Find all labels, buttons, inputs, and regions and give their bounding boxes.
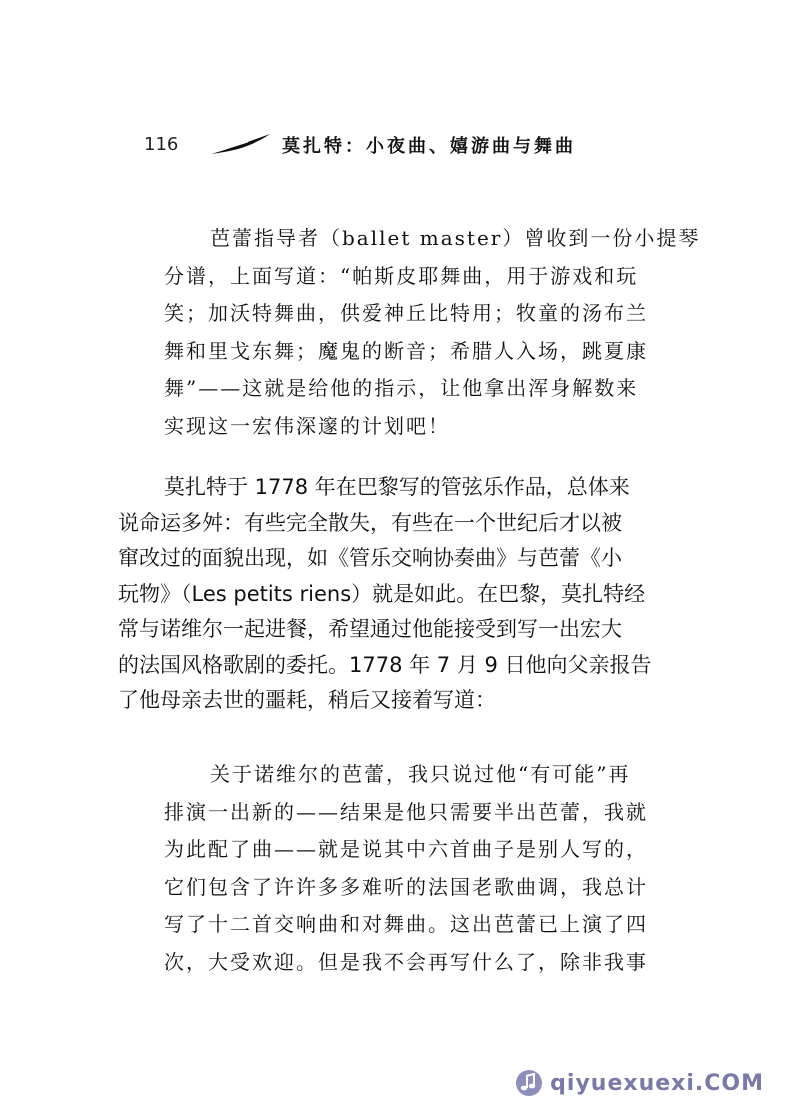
watermark-text: qiyuexuexi.COM [550,1070,764,1096]
running-title: 莫扎特：小夜曲、嬉游曲与舞曲 [282,136,576,157]
quote-line: 排演一出新的——结果是他只需要半出芭蕾，我就 [164,799,648,824]
quote-line: 次，大受欢迎。但是我不会再写什么了，除非我事 [164,949,648,974]
quote-line: 芭蕾指导者（ballet master）曾收到一份小提琴 [210,226,701,250]
body-line: 了他母亲去世的噩耗，稍后又接着写道： [118,688,496,712]
page-number: 116 [144,134,179,155]
quote-line: 为此配了曲——就是说其中六首曲子是别人写的， [164,837,648,861]
body-line: 说命运多舛：有些完全散失，有些在一个世纪后才以被 [118,510,622,535]
quotation-block [164,220,701,445]
body-paragraph [118,470,684,719]
body-line: 常与诺维尔一起进餐，希望通过他能接受到写一出宏大 [118,617,622,641]
body-line: 莫扎特于 1778 年在巴黎写的管弦乐作品，总体来 [164,475,630,499]
quote-line: 它们包含了许许多多难听的法国老歌曲调，我总计 [164,874,648,899]
music-note-icon [514,1068,544,1098]
quotation-block [164,756,684,981]
quote-line: 写了十二首交响曲和对舞曲。这出芭蕾已上演了四 [164,912,648,936]
quote-line: 实现这一宏伟深邃的计划吧！ [164,413,450,438]
quill-pen-icon [208,132,272,156]
page-header [144,130,664,164]
quote-line: 关于诺维尔的芭蕾，我只说过他“有可能”再 [210,762,631,786]
quote-line: 舞和里戈东舞；魔鬼的断音；希腊人入场，跳夏康 [164,338,648,363]
quote-line: 舞”——这就是给他的指示，让他拿出浑身解数来 [164,376,639,400]
body-line: 窜改过的面貌出现，如《管乐交响协奏曲》与芭蕾《小 [118,546,622,570]
site-watermark [514,1068,764,1098]
quote-line: 笑；加沃特舞曲，供爱神丘比特用；牧童的汤布兰 [164,301,648,325]
body-line: 的法国风格歌剧的委托。1778 年 7 月 9 日他向父亲报告 [118,652,652,677]
quote-line: 分谱，上面写道：“帕斯皮耶舞曲，用于游戏和玩 [164,263,639,288]
body-line: 玩物》（Les petits riens）就是如此。在巴黎，莫扎特经 [118,581,646,606]
